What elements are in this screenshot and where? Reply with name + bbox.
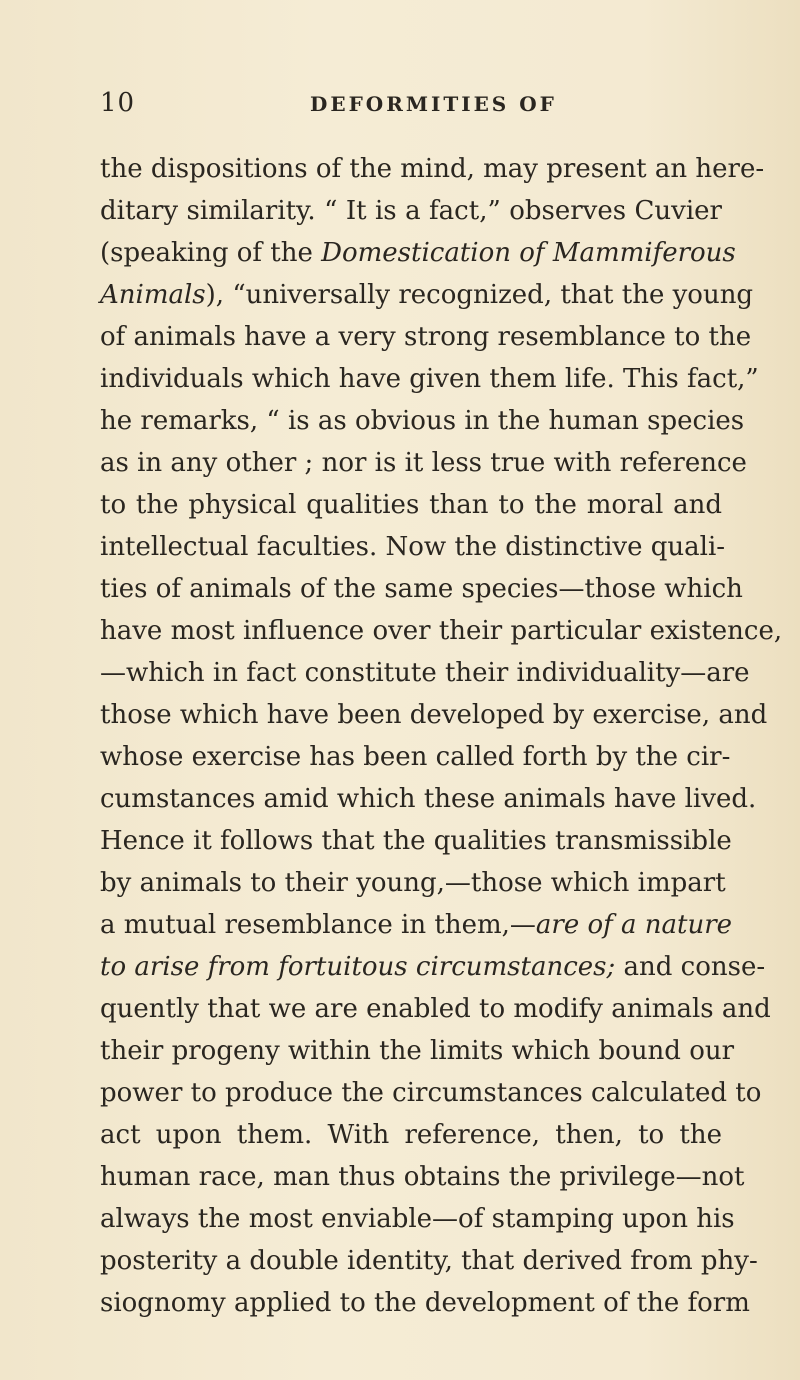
text-line <box>100 1030 735 1072</box>
text-line <box>100 316 752 358</box>
text-run: have most influence over their particular existence, <box>100 616 783 646</box>
text-line <box>100 232 736 274</box>
text-line <box>100 988 771 1030</box>
text-run: individuals which have given them life. This fact,” <box>100 364 759 394</box>
text-line <box>100 1240 758 1282</box>
text-line <box>100 1114 722 1156</box>
text-line <box>100 1072 762 1114</box>
running-head: DEFORMITIES OF <box>310 92 557 116</box>
text-run: of animals have a very strong resemblance to the <box>100 322 752 352</box>
text-run: he remarks, “ is as obvious in the human species <box>100 406 745 436</box>
text-run: human race, man thus obtains the privilege—not <box>100 1162 745 1192</box>
text-line <box>100 736 731 778</box>
text-run: —which in fact constitute their individuality—are <box>100 658 750 688</box>
text-line <box>100 148 765 190</box>
text-line <box>100 1282 750 1324</box>
text-line <box>100 400 745 442</box>
text-line <box>100 1198 735 1240</box>
text-run: Hence it follows that the qualities transmissible <box>100 826 732 856</box>
text-line <box>100 484 722 526</box>
text-line <box>100 820 732 862</box>
text-run: ties of animals of the same species—those which <box>100 574 743 604</box>
text-run: posterity a double identity, that derived from phy- <box>100 1246 758 1276</box>
text-line <box>100 568 743 610</box>
text-run: the dispositions of the mind, may present an here- <box>100 154 765 184</box>
text-run: ), “universally recognized, that the young <box>205 280 754 310</box>
text-run: their progeny within the limits which bound our <box>100 1036 735 1066</box>
text-line <box>100 274 754 316</box>
text-line <box>100 694 768 736</box>
text-line <box>100 526 726 568</box>
text-run: power to produce the circumstances calculated to <box>100 1078 762 1108</box>
text-run: by animals to their young,—those which impart <box>100 868 726 898</box>
text-run: (speaking of the <box>100 238 322 268</box>
text-run: a mutual resemblance in them,— <box>100 910 536 940</box>
text-run: quently that we are enabled to modify animals and <box>100 994 771 1024</box>
text-run: as in any other ; nor is it less true with reference <box>100 448 747 478</box>
italic-text-run: Animals <box>100 280 206 310</box>
text-run: siognomy applied to the development of the form <box>100 1288 750 1318</box>
text-line <box>100 946 766 988</box>
italic-text-run: Domestication of Mammiferous <box>321 238 736 268</box>
body-text <box>100 148 783 1324</box>
text-line <box>100 652 750 694</box>
text-line <box>100 778 757 820</box>
text-line <box>100 442 747 484</box>
page-header <box>100 88 720 128</box>
text-line <box>100 862 726 904</box>
text-line <box>100 904 733 946</box>
text-run: act upon them. With reference, then, to the <box>100 1120 722 1150</box>
italic-text-run: to arise from fortuitous circumstances; <box>100 952 616 982</box>
text-run: and conse- <box>615 952 766 982</box>
text-run: whose exercise has been called forth by the cir- <box>100 742 731 772</box>
text-line <box>100 610 783 652</box>
text-run: intellectual faculties. Now the distinctive quali- <box>100 532 726 562</box>
text-run: ditary similarity. “ It is a fact,” observes Cuvier <box>100 196 722 226</box>
page-number: 10 <box>100 88 136 118</box>
text-run: to the physical qualities than to the moral and <box>100 490 722 520</box>
italic-text-run: are of a nature <box>535 910 733 940</box>
text-line <box>100 190 722 232</box>
text-run: those which have been developed by exercise, and <box>100 700 768 730</box>
text-line <box>100 358 759 400</box>
text-line <box>100 1156 745 1198</box>
text-run: cumstances amid which these animals have lived. <box>100 784 757 814</box>
text-run: always the most enviable—of stamping upon his <box>100 1204 735 1234</box>
